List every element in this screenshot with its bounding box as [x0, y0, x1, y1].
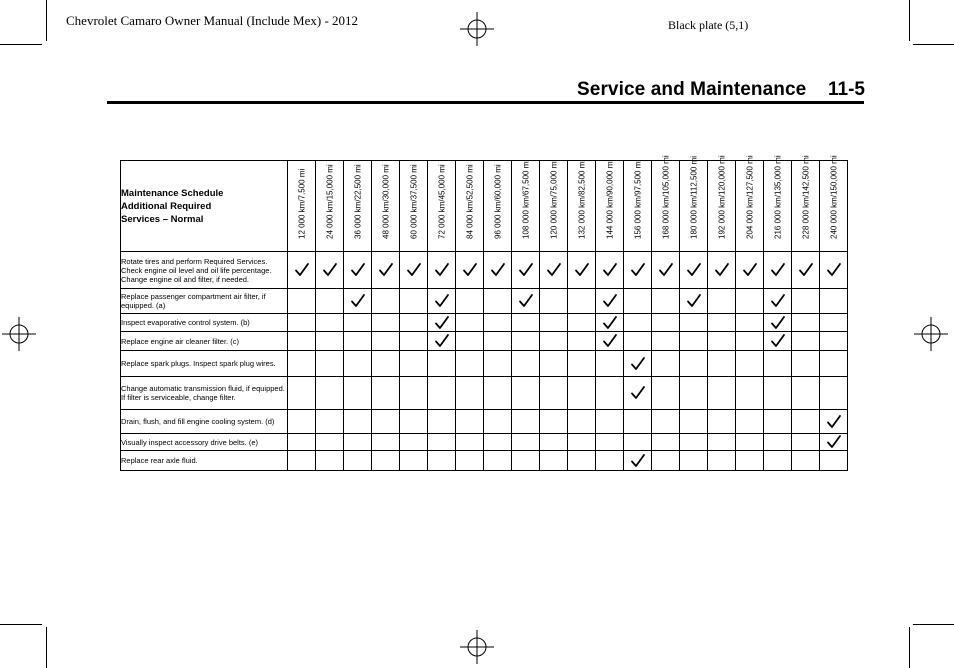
manual-title: Chevrolet Camaro Owner Manual (Include Mex) - 2012 — [66, 13, 359, 28]
interval-label: 144 000 km/90,000 mi — [605, 159, 614, 239]
interval-cell — [540, 434, 568, 451]
interval-cell — [512, 351, 540, 377]
interval-cell — [624, 314, 652, 332]
interval-cell — [288, 377, 316, 410]
interval-label: 132 000 km/82,500 mi — [577, 159, 586, 239]
interval-cell — [764, 252, 792, 289]
interval-cell — [568, 451, 596, 471]
interval-header — [652, 155, 680, 252]
interval-cell — [680, 289, 708, 314]
interval-cell — [484, 377, 512, 410]
checkmark-icon — [434, 315, 450, 331]
checkmark-icon — [658, 262, 674, 278]
checkmark-icon — [770, 315, 786, 331]
checkmark-icon — [742, 262, 758, 278]
interval-cell — [288, 252, 316, 289]
interval-cell — [624, 451, 652, 471]
interval-cell — [596, 332, 624, 351]
interval-header — [484, 161, 512, 252]
checkmark-icon — [602, 333, 618, 349]
interval-cell — [792, 377, 820, 410]
interval-cell — [540, 451, 568, 471]
interval-cell — [316, 377, 344, 410]
interval-cell — [456, 332, 484, 351]
interval-cell — [652, 410, 680, 434]
interval-label: 156 000 km/97,500 mi — [633, 159, 642, 239]
checkmark-icon — [630, 453, 646, 469]
interval-cell — [512, 451, 540, 471]
interval-cell — [540, 377, 568, 410]
interval-cell — [484, 434, 512, 451]
interval-header — [428, 161, 456, 252]
interval-cell — [372, 314, 400, 332]
table-row — [121, 332, 848, 351]
checkmark-icon — [630, 262, 646, 278]
interval-cell — [568, 314, 596, 332]
interval-cell — [540, 410, 568, 434]
crop-mark — [913, 44, 954, 45]
interval-label: 240 000 km/150,000 mi — [829, 155, 838, 239]
checkmark-icon — [350, 293, 366, 309]
interval-cell — [484, 410, 512, 434]
checkmark-icon — [434, 333, 450, 349]
interval-cell — [764, 289, 792, 314]
checkmark-icon — [714, 262, 730, 278]
interval-cell — [820, 451, 848, 471]
interval-cell — [456, 451, 484, 471]
service-description: Replace engine air cleaner filter. (c) — [121, 332, 288, 351]
interval-cell — [736, 289, 764, 314]
interval-cell — [372, 351, 400, 377]
interval-cell — [456, 252, 484, 289]
interval-label: 96 000 km/60,000 mi — [493, 164, 502, 239]
interval-cell — [624, 332, 652, 351]
interval-cell — [568, 252, 596, 289]
interval-cell — [344, 377, 372, 410]
interval-cell — [624, 351, 652, 377]
checkmark-icon — [322, 262, 338, 278]
interval-header — [372, 161, 400, 252]
interval-cell — [652, 289, 680, 314]
table-row — [121, 377, 848, 410]
interval-cell — [736, 434, 764, 451]
interval-cell — [624, 434, 652, 451]
interval-cell — [400, 434, 428, 451]
interval-cell — [708, 314, 736, 332]
interval-cell — [428, 410, 456, 434]
checkmark-icon — [798, 262, 814, 278]
interval-cell — [344, 410, 372, 434]
interval-cell — [484, 351, 512, 377]
interval-cell — [624, 377, 652, 410]
page-number: 11-5 — [828, 79, 865, 100]
interval-cell — [596, 314, 624, 332]
interval-header — [820, 155, 848, 252]
interval-cell — [764, 332, 792, 351]
interval-cell — [484, 332, 512, 351]
service-description: Replace rear axle fluid. — [121, 451, 288, 471]
interval-cell — [540, 252, 568, 289]
registration-mark-bottom — [460, 630, 494, 664]
interval-cell — [708, 351, 736, 377]
crop-mark — [46, 0, 47, 41]
interval-cell — [512, 377, 540, 410]
interval-cell — [288, 410, 316, 434]
interval-cell — [400, 451, 428, 471]
interval-cell — [372, 434, 400, 451]
checkmark-icon — [602, 293, 618, 309]
interval-cell — [708, 410, 736, 434]
service-description: Change automatic transmission fluid, if equipped. If filter is serviceable, change filter. — [121, 377, 288, 410]
checkmark-icon — [406, 262, 422, 278]
interval-header — [512, 161, 540, 252]
checkmark-icon — [770, 262, 786, 278]
interval-cell — [820, 377, 848, 410]
checkmark-icon — [602, 315, 618, 331]
maintenance-schedule-table — [120, 155, 848, 471]
interval-cell — [680, 252, 708, 289]
interval-cell — [820, 434, 848, 451]
interval-cell — [792, 252, 820, 289]
registration-mark-right — [914, 317, 948, 351]
interval-cell — [568, 410, 596, 434]
interval-cell — [652, 451, 680, 471]
interval-cell — [792, 410, 820, 434]
title-rule — [107, 101, 864, 104]
corner-heading-line: Maintenance Schedule — [121, 187, 224, 199]
interval-header-row — [121, 161, 848, 252]
interval-cell — [316, 289, 344, 314]
interval-cell — [680, 377, 708, 410]
interval-label: 216 000 km/135,000 mi — [773, 155, 782, 239]
interval-cell — [596, 252, 624, 289]
interval-cell — [372, 252, 400, 289]
interval-label: 168 000 km/105,000 mi — [661, 155, 670, 239]
interval-header — [764, 155, 792, 252]
interval-cell — [512, 434, 540, 451]
table-row — [121, 410, 848, 434]
interval-cell — [736, 451, 764, 471]
interval-cell — [652, 351, 680, 377]
interval-cell — [764, 351, 792, 377]
interval-cell — [820, 314, 848, 332]
interval-cell — [568, 332, 596, 351]
interval-header — [540, 161, 568, 252]
interval-cell — [820, 332, 848, 351]
checkmark-icon — [378, 262, 394, 278]
interval-cell — [456, 377, 484, 410]
checkmark-icon — [602, 262, 618, 278]
interval-header — [400, 161, 428, 252]
interval-cell — [456, 410, 484, 434]
interval-cell — [344, 314, 372, 332]
checkmark-icon — [518, 262, 534, 278]
interval-cell — [652, 314, 680, 332]
interval-label: 120 000 km/75,000 mi — [549, 159, 558, 239]
interval-cell — [540, 289, 568, 314]
interval-cell — [372, 377, 400, 410]
interval-cell — [316, 451, 344, 471]
interval-cell — [512, 410, 540, 434]
interval-label: 204 000 km/127,500 mi — [745, 155, 754, 239]
interval-cell — [680, 351, 708, 377]
interval-cell — [316, 252, 344, 289]
interval-cell — [736, 314, 764, 332]
interval-cell — [680, 410, 708, 434]
interval-cell — [736, 410, 764, 434]
checkmark-icon — [770, 293, 786, 309]
interval-cell — [568, 351, 596, 377]
checkmark-icon — [686, 293, 702, 309]
interval-cell — [624, 252, 652, 289]
interval-cell — [736, 351, 764, 377]
interval-cell — [624, 289, 652, 314]
interval-header — [596, 161, 624, 252]
interval-cell — [596, 434, 624, 451]
interval-label: 60 000 km/37,500 mi — [409, 164, 418, 239]
interval-cell — [792, 434, 820, 451]
interval-cell — [400, 351, 428, 377]
crop-mark — [0, 44, 42, 45]
interval-header — [708, 155, 736, 252]
interval-cell — [652, 332, 680, 351]
table-row — [121, 451, 848, 471]
checkmark-icon — [518, 293, 534, 309]
checkmark-icon — [630, 356, 646, 372]
interval-cell — [344, 252, 372, 289]
interval-cell — [428, 314, 456, 332]
interval-cell — [708, 332, 736, 351]
interval-cell — [820, 252, 848, 289]
plate-label: Black plate (5,1) — [668, 18, 749, 32]
interval-label: 24 000 km/15,000 mi — [325, 164, 334, 239]
interval-header — [624, 161, 652, 252]
interval-cell — [400, 332, 428, 351]
interval-cell — [708, 377, 736, 410]
checkmark-icon — [826, 434, 842, 450]
table-row — [121, 289, 848, 314]
interval-cell — [736, 332, 764, 351]
interval-cell — [344, 289, 372, 314]
interval-cell — [372, 289, 400, 314]
checkmark-icon — [462, 262, 478, 278]
service-description: Drain, flush, and fill engine cooling system. (d) — [121, 410, 288, 434]
crop-mark — [46, 627, 47, 668]
interval-cell — [512, 252, 540, 289]
section-title: Service and Maintenance — [577, 79, 807, 100]
interval-cell — [288, 289, 316, 314]
interval-cell — [456, 351, 484, 377]
interval-cell — [652, 434, 680, 451]
interval-cell — [316, 434, 344, 451]
interval-cell — [680, 451, 708, 471]
interval-cell — [736, 377, 764, 410]
interval-label: 48 000 km/30,000 mi — [381, 164, 390, 239]
interval-cell — [652, 377, 680, 410]
interval-cell — [596, 289, 624, 314]
interval-cell — [428, 351, 456, 377]
interval-cell — [428, 332, 456, 351]
corner-heading-line: Services – Normal — [121, 213, 204, 225]
interval-header — [316, 161, 344, 252]
interval-header — [344, 161, 372, 252]
interval-cell — [456, 314, 484, 332]
interval-cell — [764, 314, 792, 332]
interval-cell — [596, 377, 624, 410]
interval-cell — [372, 332, 400, 351]
interval-cell — [708, 252, 736, 289]
interval-label: 12 000 km/7,500 mi — [297, 168, 306, 239]
interval-cell — [288, 351, 316, 377]
interval-label: 228 000 km/142,500 mi — [801, 155, 810, 239]
service-description: Replace passenger compartment air filter, if equipped. (a) — [121, 289, 288, 314]
interval-cell — [680, 314, 708, 332]
interval-cell — [456, 289, 484, 314]
interval-cell — [428, 451, 456, 471]
interval-cell — [708, 434, 736, 451]
interval-cell — [344, 351, 372, 377]
checkmark-icon — [434, 293, 450, 309]
crop-mark — [913, 624, 954, 625]
checkmark-icon — [350, 262, 366, 278]
interval-cell — [484, 451, 512, 471]
interval-cell — [708, 289, 736, 314]
checkmark-icon — [294, 262, 310, 278]
interval-cell — [428, 434, 456, 451]
interval-cell — [288, 434, 316, 451]
table-row — [121, 314, 848, 332]
interval-cell — [288, 332, 316, 351]
interval-cell — [288, 314, 316, 332]
service-description: Replace spark plugs. Inspect spark plug wires. — [121, 351, 288, 377]
table-row — [121, 252, 848, 289]
interval-cell — [484, 289, 512, 314]
corner-heading-line: Additional Required — [121, 200, 212, 212]
interval-header — [680, 155, 708, 252]
checkmark-icon — [826, 262, 842, 278]
interval-cell — [624, 410, 652, 434]
interval-cell — [792, 289, 820, 314]
interval-cell — [316, 314, 344, 332]
interval-label: 36 000 km/22,500 mi — [353, 164, 362, 239]
interval-cell — [792, 351, 820, 377]
interval-cell — [512, 332, 540, 351]
interval-header — [288, 161, 316, 252]
interval-cell — [400, 314, 428, 332]
interval-header — [792, 155, 820, 252]
checkmark-icon — [434, 262, 450, 278]
interval-cell — [792, 332, 820, 351]
checkmark-icon — [630, 385, 646, 401]
interval-cell — [372, 410, 400, 434]
interval-cell — [512, 314, 540, 332]
checkmark-icon — [686, 262, 702, 278]
interval-cell — [484, 314, 512, 332]
crop-mark — [909, 627, 910, 668]
interval-cell — [400, 252, 428, 289]
interval-label: 108 000 km/67,500 mi — [521, 159, 530, 239]
interval-label: 84 000 km/52,500 mi — [465, 164, 474, 239]
checkmark-icon — [574, 262, 590, 278]
interval-cell — [568, 377, 596, 410]
interval-cell — [428, 289, 456, 314]
interval-cell — [400, 289, 428, 314]
interval-cell — [596, 351, 624, 377]
service-description: Inspect evaporative control system. (b) — [121, 314, 288, 332]
interval-cell — [568, 434, 596, 451]
registration-mark-top — [460, 12, 494, 46]
interval-cell — [680, 434, 708, 451]
interval-cell — [316, 351, 344, 377]
interval-label: 192 000 km/120,000 mi — [717, 155, 726, 239]
table-row — [121, 434, 848, 451]
interval-cell — [484, 252, 512, 289]
interval-label: 180 000 km/112,500 mi — [689, 155, 698, 239]
interval-cell — [428, 252, 456, 289]
interval-cell — [764, 410, 792, 434]
checkmark-icon — [546, 262, 562, 278]
interval-cell — [820, 410, 848, 434]
interval-cell — [456, 434, 484, 451]
interval-cell — [512, 289, 540, 314]
interval-cell — [400, 377, 428, 410]
interval-cell — [288, 451, 316, 471]
interval-cell — [792, 451, 820, 471]
interval-cell — [400, 410, 428, 434]
service-description: Visually inspect accessory drive belts. (e) — [121, 434, 288, 451]
interval-cell — [764, 434, 792, 451]
interval-cell — [540, 314, 568, 332]
interval-cell — [764, 377, 792, 410]
interval-header — [568, 161, 596, 252]
interval-cell — [596, 451, 624, 471]
interval-cell — [820, 289, 848, 314]
interval-cell — [316, 410, 344, 434]
interval-cell — [344, 332, 372, 351]
interval-label: 72 000 km/45,000 mi — [437, 164, 446, 239]
crop-mark — [909, 0, 910, 41]
interval-header — [456, 161, 484, 252]
interval-cell — [540, 351, 568, 377]
interval-cell — [316, 332, 344, 351]
interval-cell — [596, 410, 624, 434]
interval-cell — [428, 377, 456, 410]
registration-mark-left — [2, 317, 36, 351]
interval-header — [736, 155, 764, 252]
interval-cell — [764, 451, 792, 471]
interval-cell — [736, 252, 764, 289]
interval-cell — [344, 434, 372, 451]
interval-cell — [652, 252, 680, 289]
crop-mark — [0, 624, 42, 625]
interval-cell — [568, 289, 596, 314]
table-corner-heading — [121, 161, 288, 252]
interval-cell — [792, 314, 820, 332]
checkmark-icon — [826, 414, 842, 430]
table-row — [121, 351, 848, 377]
checkmark-icon — [770, 333, 786, 349]
interval-cell — [372, 451, 400, 471]
interval-cell — [680, 332, 708, 351]
interval-cell — [540, 332, 568, 351]
checkmark-icon — [490, 262, 506, 278]
interval-cell — [820, 351, 848, 377]
service-description: Rotate tires and perform Required Services. Check engine oil level and oil life percentage. Change engine oil and filter, if needed. — [121, 252, 288, 289]
interval-cell — [708, 451, 736, 471]
interval-cell — [344, 451, 372, 471]
